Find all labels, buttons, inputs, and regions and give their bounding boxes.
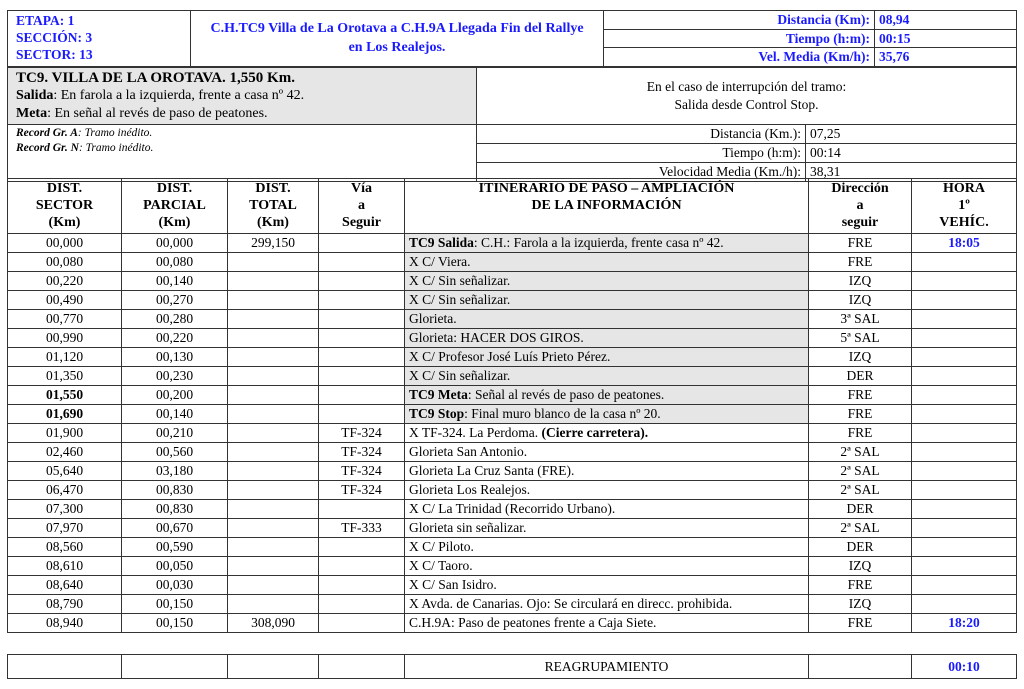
direction: 3ª SAL <box>809 310 912 329</box>
itinerary <box>405 272 809 291</box>
hora <box>912 519 1017 538</box>
table-row <box>8 272 1017 291</box>
itinerary-bold: TC9 Stop <box>409 406 465 421</box>
dist-sector: 02,460 <box>8 443 122 462</box>
itinerary <box>405 595 809 614</box>
col-sector: DIST. SECTOR (Km) <box>8 179 122 234</box>
dist-parcial: 00,200 <box>122 386 228 405</box>
itinerary-text: X C/ Sin señalizar. <box>409 292 511 307</box>
hora <box>912 291 1017 310</box>
direction: 2ª SAL <box>809 481 912 500</box>
dist-parcial: 00,560 <box>122 443 228 462</box>
hora <box>912 424 1017 443</box>
via <box>319 538 405 557</box>
alt-stat-value: 00:14 <box>806 144 1017 163</box>
table-row <box>8 519 1017 538</box>
salida-label: Salida <box>16 88 54 103</box>
stage-table <box>7 67 1017 182</box>
col-via: Vía a Seguir <box>319 179 405 234</box>
itinerary <box>405 519 809 538</box>
table-row <box>8 386 1017 405</box>
hora <box>912 405 1017 424</box>
dist-parcial: 00,030 <box>122 576 228 595</box>
alt-stat-label: Tiempo (h:m): <box>477 144 806 163</box>
direction: FRE <box>809 576 912 595</box>
dist-parcial: 00,830 <box>122 481 228 500</box>
via: TF-324 <box>319 424 405 443</box>
direction: 2ª SAL <box>809 519 912 538</box>
itinerary-text: X Avda. de Canarias. Ojo: Se circulará en direcc. prohibida. <box>409 596 733 611</box>
direction: FRE <box>809 424 912 443</box>
hora: 18:20 <box>912 614 1017 633</box>
dist-parcial: 03,180 <box>122 462 228 481</box>
hora <box>912 576 1017 595</box>
itinerary-text: X C/ Sin señalizar. <box>409 368 511 383</box>
table-row <box>8 234 1017 253</box>
via <box>319 367 405 386</box>
dist-parcial: 00,590 <box>122 538 228 557</box>
dist-total <box>228 595 319 614</box>
itinerary-text: : C.H.: Farola a la izquierda, frente casa nº 42. <box>473 235 724 250</box>
itinerary <box>405 253 809 272</box>
itinerary <box>405 348 809 367</box>
dist-total <box>228 367 319 386</box>
seccion: SECCIÓN: 3 <box>16 30 93 45</box>
dist-parcial: 00,050 <box>122 557 228 576</box>
hora <box>912 462 1017 481</box>
direction: IZQ <box>809 557 912 576</box>
via <box>319 310 405 329</box>
interruption-note <box>477 68 1017 125</box>
col-itinerary: ITINERARIO DE PASO – AMPLIACIÓN DE LA INFORMACIÓN <box>405 179 809 234</box>
via: TF-324 <box>319 462 405 481</box>
itinerary-text: Glorieta San Antonio. <box>409 444 528 459</box>
dist-parcial: 00,270 <box>122 291 228 310</box>
dist-total: 299,150 <box>228 234 319 253</box>
stat-label: Tiempo (h:m): <box>604 29 875 48</box>
itinerary <box>405 500 809 519</box>
via <box>319 595 405 614</box>
hora <box>912 329 1017 348</box>
itinerary-text: : Señal al revés de paso de peatones. <box>467 387 665 402</box>
dist-parcial: 00,150 <box>122 614 228 633</box>
dist-total <box>228 272 319 291</box>
table-row <box>8 614 1017 633</box>
dist-sector: 08,790 <box>8 595 122 614</box>
stat-value: 08,94 <box>875 11 1017 30</box>
dist-total <box>228 500 319 519</box>
stat-label: Distancia (Km): <box>604 11 875 30</box>
section-title: C.H.TC9 Villa de La Orotava a C.H.9A Llegada Fin del Rallye en Los Realejos. <box>191 11 604 67</box>
dist-parcial: 00,280 <box>122 310 228 329</box>
itinerary <box>405 557 809 576</box>
dist-sector: 01,900 <box>8 424 122 443</box>
header-table <box>7 10 1017 67</box>
via <box>319 329 405 348</box>
etapa: ETAPA: 1 <box>16 13 75 28</box>
via <box>319 576 405 595</box>
itinerary <box>405 462 809 481</box>
dist-total <box>228 348 319 367</box>
itinerary <box>405 538 809 557</box>
table-row <box>8 348 1017 367</box>
col-hora: HORA 1º VEHÍC. <box>912 179 1017 234</box>
direction: FRE <box>809 614 912 633</box>
dist-sector: 00,490 <box>8 291 122 310</box>
itinerary-text: Glorieta sin señalizar. <box>409 520 527 535</box>
record-n-label: Record Gr. N <box>16 142 79 154</box>
direction: DER <box>809 367 912 386</box>
direction: FRE <box>809 386 912 405</box>
table-row <box>8 576 1017 595</box>
stage-description <box>8 68 477 125</box>
dist-parcial: 00,150 <box>122 595 228 614</box>
dist-parcial: 00,000 <box>122 234 228 253</box>
table-row <box>8 405 1017 424</box>
dist-total <box>228 481 319 500</box>
via <box>319 291 405 310</box>
direction: 5ª SAL <box>809 329 912 348</box>
col-parcial: DIST. PARCIAL (Km) <box>122 179 228 234</box>
regroup-table <box>7 654 1017 679</box>
hora <box>912 481 1017 500</box>
dist-total <box>228 443 319 462</box>
dist-sector: 00,000 <box>8 234 122 253</box>
alt-stat-label: Distancia (Km.): <box>477 125 806 144</box>
itinerary <box>405 367 809 386</box>
hora <box>912 272 1017 291</box>
dist-total <box>228 253 319 272</box>
itinerary-text: C.H.9A: Paso de peatones frente a Caja Siete. <box>409 615 657 630</box>
itinerary-text: Glorieta: HACER DOS GIROS. <box>409 330 584 345</box>
dist-sector: 05,640 <box>8 462 122 481</box>
itinerary-text: Glorieta. <box>409 311 457 326</box>
itinerary-text: X C/ Viera. <box>409 254 471 269</box>
hora <box>912 538 1017 557</box>
dist-total <box>228 310 319 329</box>
table-row <box>8 367 1017 386</box>
dist-sector: 08,610 <box>8 557 122 576</box>
hora <box>912 500 1017 519</box>
via <box>319 405 405 424</box>
table-row <box>8 481 1017 500</box>
table-row <box>8 500 1017 519</box>
dist-sector: 00,770 <box>8 310 122 329</box>
hora <box>912 253 1017 272</box>
meta-label: Meta <box>16 106 48 121</box>
itinerary-text: : Final muro blanco de la casa nº 20. <box>464 406 661 421</box>
record-a-label: Record Gr. A <box>16 127 78 139</box>
itinerary-bold: TC9 Meta <box>409 387 468 402</box>
col-direction: Dirección a seguir <box>809 179 912 234</box>
via <box>319 557 405 576</box>
sector: SECTOR: 13 <box>16 47 93 62</box>
itinerary <box>405 329 809 348</box>
itinerary <box>405 576 809 595</box>
hora <box>912 595 1017 614</box>
hora <box>912 443 1017 462</box>
dist-sector: 08,640 <box>8 576 122 595</box>
meta-text: : En señal al revés de paso de peatones. <box>47 106 268 121</box>
table-row <box>8 329 1017 348</box>
dist-sector: 08,560 <box>8 538 122 557</box>
direction: FRE <box>809 405 912 424</box>
stat-label: Vel. Media (Km/h): <box>604 48 875 67</box>
hora <box>912 348 1017 367</box>
dist-sector: 01,350 <box>8 367 122 386</box>
table-row <box>8 310 1017 329</box>
dist-total <box>228 386 319 405</box>
dist-total: 308,090 <box>228 614 319 633</box>
alt-stat-value: 38,31 <box>806 163 1017 182</box>
itinerary-text: X C/ La Trinidad (Recorrido Urbano). <box>409 501 616 516</box>
via <box>319 253 405 272</box>
itinerary <box>405 481 809 500</box>
via <box>319 272 405 291</box>
hora <box>912 386 1017 405</box>
hora <box>912 557 1017 576</box>
itinerary <box>405 291 809 310</box>
direction: FRE <box>809 253 912 272</box>
itinerary <box>405 234 809 253</box>
dist-sector: 01,690 <box>8 405 122 424</box>
dist-parcial: 00,140 <box>122 405 228 424</box>
direction: 2ª SAL <box>809 443 912 462</box>
dist-parcial: 00,080 <box>122 253 228 272</box>
via <box>319 348 405 367</box>
itinerary-text: Glorieta La Cruz Santa (FRE). <box>409 463 575 478</box>
itinerary-text: X C/ Profesor José Luís Prieto Pérez. <box>409 349 611 364</box>
dist-total <box>228 462 319 481</box>
itinerary-text: X C/ Taoro. <box>409 558 473 573</box>
itinerary-bold: TC9 Salida <box>409 235 474 250</box>
records <box>8 125 477 182</box>
dist-parcial: 00,130 <box>122 348 228 367</box>
direction: IZQ <box>809 291 912 310</box>
salida-text: : En farola a la izquierda, frente a casa nº 42. <box>53 88 305 103</box>
via: TF-333 <box>319 519 405 538</box>
dist-sector: 06,470 <box>8 481 122 500</box>
dist-total <box>228 405 319 424</box>
record-n: : Tramo inédito. <box>78 142 154 154</box>
via <box>319 386 405 405</box>
itinerary-table <box>7 178 1017 633</box>
dist-parcial: 00,210 <box>122 424 228 443</box>
dist-sector: 00,990 <box>8 329 122 348</box>
direction: IZQ <box>809 595 912 614</box>
dist-sector: 00,080 <box>8 253 122 272</box>
table-row <box>8 253 1017 272</box>
direction: FRE <box>809 234 912 253</box>
itinerary-text: X C/ Sin señalizar. <box>409 273 511 288</box>
dist-total <box>228 291 319 310</box>
dist-total <box>228 519 319 538</box>
hora <box>912 367 1017 386</box>
direction: DER <box>809 500 912 519</box>
dist-sector: 07,970 <box>8 519 122 538</box>
itinerary-note: (Cierre carretera). <box>541 425 649 440</box>
regroup-label: REAGRUPAMIENTO <box>405 655 809 679</box>
table-row <box>8 291 1017 310</box>
table-row <box>8 424 1017 443</box>
via: TF-324 <box>319 443 405 462</box>
dist-parcial: 00,230 <box>122 367 228 386</box>
stage-title: TC9. VILLA DE LA OROTAVA. 1,550 Km. <box>16 70 295 86</box>
dist-total <box>228 424 319 443</box>
table-row <box>8 557 1017 576</box>
table-row <box>8 538 1017 557</box>
via: TF-324 <box>319 481 405 500</box>
via <box>319 614 405 633</box>
via <box>319 234 405 253</box>
dist-total <box>228 538 319 557</box>
record-a: : Tramo inédito. <box>77 127 153 139</box>
direction: 2ª SAL <box>809 462 912 481</box>
alt-stat-value: 07,25 <box>806 125 1017 144</box>
itinerary-text: X C/ San Isidro. <box>409 577 497 592</box>
dist-parcial: 00,670 <box>122 519 228 538</box>
dist-sector: 01,120 <box>8 348 122 367</box>
dist-parcial: 00,140 <box>122 272 228 291</box>
dist-sector: 01,550 <box>8 386 122 405</box>
alt-stat-label: Velocidad Media (Km./h): <box>477 163 806 182</box>
itinerary <box>405 386 809 405</box>
dist-parcial: 00,220 <box>122 329 228 348</box>
regroup-time: 00:10 <box>912 655 1017 679</box>
dist-total <box>228 557 319 576</box>
itinerary-text: Glorieta Los Realejos. <box>409 482 531 497</box>
direction: IZQ <box>809 272 912 291</box>
hora <box>912 310 1017 329</box>
direction: DER <box>809 538 912 557</box>
interruption-line: Salida desde Control Stop. <box>674 97 819 112</box>
dist-sector: 07,300 <box>8 500 122 519</box>
dist-sector: 08,940 <box>8 614 122 633</box>
direction: IZQ <box>809 348 912 367</box>
dist-total <box>228 329 319 348</box>
itinerary <box>405 443 809 462</box>
dist-total <box>228 576 319 595</box>
col-total: DIST. TOTAL (Km) <box>228 179 319 234</box>
table-row <box>8 443 1017 462</box>
stat-value: 35,76 <box>875 48 1017 67</box>
via <box>319 500 405 519</box>
itinerary <box>405 614 809 633</box>
hora: 18:05 <box>912 234 1017 253</box>
table-row <box>8 595 1017 614</box>
stage-info <box>8 11 191 67</box>
dist-parcial: 00,830 <box>122 500 228 519</box>
dist-sector: 00,220 <box>8 272 122 291</box>
itinerary-text: X TF-324. La Perdoma. <box>409 425 542 440</box>
itinerary <box>405 424 809 443</box>
interruption-line: En el caso de interrupción del tramo: <box>646 79 847 94</box>
table-row <box>8 462 1017 481</box>
itinerary-text: X C/ Piloto. <box>409 539 474 554</box>
stat-value: 00:15 <box>875 29 1017 48</box>
itinerary <box>405 405 809 424</box>
itinerary <box>405 310 809 329</box>
